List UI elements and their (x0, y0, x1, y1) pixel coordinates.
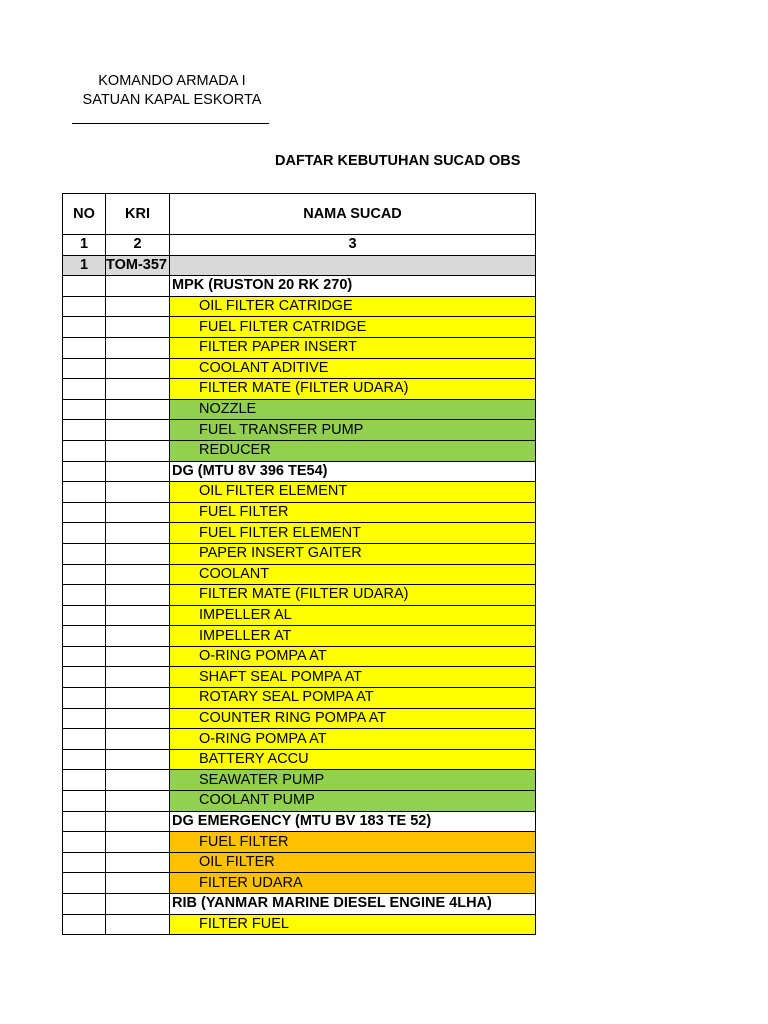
kri-cell (106, 646, 170, 667)
kri-cell (106, 523, 170, 544)
sucad-item-name: COOLANT (170, 564, 536, 585)
table-row (63, 523, 536, 544)
sucad-item-name: SEAWATER PUMP (170, 770, 536, 791)
column-number-3: 3 (170, 235, 536, 256)
sucad-item-name: COOLANT ADITIVE (170, 358, 536, 379)
column-number-1: 1 (63, 235, 106, 256)
kri-cell (106, 852, 170, 873)
table-row (63, 482, 536, 503)
column-header-kri: KRI (106, 194, 170, 235)
no-cell (63, 791, 106, 812)
no-cell (63, 564, 106, 585)
table-header-row (63, 194, 536, 235)
sucad-item-name: SHAFT SEAL POMPA AT (170, 667, 536, 688)
column-number-2: 2 (106, 235, 170, 256)
no-cell (63, 832, 106, 853)
table-row (63, 852, 536, 873)
sucad-item-name: ROTARY SEAL POMPA AT (170, 688, 536, 709)
kri-cell (106, 605, 170, 626)
no-cell (63, 667, 106, 688)
kri-cell (106, 688, 170, 709)
kri-cell (106, 811, 170, 832)
kri-group-row (63, 255, 536, 276)
no-cell (63, 852, 106, 873)
table-row (63, 626, 536, 647)
no-cell (63, 894, 106, 915)
sucad-item-name: FILTER FUEL (170, 914, 536, 935)
no-cell (63, 605, 106, 626)
kri-cell (106, 337, 170, 358)
sucad-item-name: OIL FILTER CATRIDGE (170, 296, 536, 317)
group-name-cell (170, 255, 536, 276)
kri-cell (106, 276, 170, 297)
sucad-item-name: COUNTER RING POMPA AT (170, 708, 536, 729)
table-row (63, 605, 536, 626)
sucad-item-name: REDUCER (170, 440, 536, 461)
kri-cell (106, 873, 170, 894)
table-row (63, 399, 536, 420)
table-row (63, 317, 536, 338)
no-cell (63, 399, 106, 420)
sucad-item-name: BATTERY ACCU (170, 749, 536, 770)
table-row (63, 358, 536, 379)
org-name-line1: KOMANDO ARMADA I (98, 73, 246, 89)
table-row (63, 688, 536, 709)
table-row (63, 708, 536, 729)
no-cell (63, 482, 106, 503)
section-title: MPK (RUSTON 20 RK 270) (170, 276, 536, 297)
no-cell (63, 379, 106, 400)
kri-cell (106, 461, 170, 482)
sucad-item-name: FILTER PAPER INSERT (170, 337, 536, 358)
sucad-item-name: O-RING POMPA AT (170, 646, 536, 667)
kri-cell (106, 708, 170, 729)
table-row (63, 832, 536, 853)
sucad-item-name: PAPER INSERT GAITER (170, 543, 536, 564)
no-cell (63, 585, 106, 606)
sucad-item-name: OIL FILTER ELEMENT (170, 482, 536, 503)
no-cell (63, 729, 106, 750)
table-row (63, 564, 536, 585)
table-row (63, 667, 536, 688)
kri-cell (106, 440, 170, 461)
table-row (63, 791, 536, 812)
sucad-table (62, 193, 536, 935)
kri-cell (106, 379, 170, 400)
kri-cell (106, 770, 170, 791)
no-cell (63, 626, 106, 647)
table-row (63, 585, 536, 606)
kri-cell (106, 749, 170, 770)
section-title: DG (MTU 8V 396 TE54) (170, 461, 536, 482)
table-row (63, 729, 536, 750)
no-cell (63, 440, 106, 461)
sucad-item-name: IMPELLER AT (170, 626, 536, 647)
organization-header (72, 72, 272, 110)
sucad-item-name: FUEL FILTER (170, 832, 536, 853)
sucad-item-name: FUEL FILTER CATRIDGE (170, 317, 536, 338)
table-row (63, 873, 536, 894)
no-cell (63, 358, 106, 379)
kri-cell (106, 502, 170, 523)
section-row (63, 894, 536, 915)
kri-cell (106, 729, 170, 750)
kri-cell (106, 791, 170, 812)
no-cell (63, 420, 106, 441)
no-cell (63, 276, 106, 297)
table-row (63, 420, 536, 441)
kri-cell (106, 399, 170, 420)
table-row (63, 379, 536, 400)
no-cell (63, 461, 106, 482)
kri-cell (106, 358, 170, 379)
no-cell (63, 708, 106, 729)
sucad-item-name: FUEL FILTER (170, 502, 536, 523)
group-kri: TOM-357 (106, 255, 170, 276)
table-row (63, 440, 536, 461)
table-row (63, 646, 536, 667)
table-row (63, 337, 536, 358)
section-row (63, 276, 536, 297)
sucad-item-name: FILTER MATE (FILTER UDARA) (170, 379, 536, 400)
kri-cell (106, 914, 170, 935)
table-row (63, 914, 536, 935)
no-cell (63, 914, 106, 935)
column-header-no: NO (63, 194, 106, 235)
no-cell (63, 770, 106, 791)
no-cell (63, 811, 106, 832)
table-row (63, 502, 536, 523)
kri-cell (106, 626, 170, 647)
column-number-row (63, 235, 536, 256)
no-cell (63, 296, 106, 317)
kri-cell (106, 543, 170, 564)
kri-cell (106, 585, 170, 606)
kri-cell (106, 420, 170, 441)
no-cell (63, 317, 106, 338)
no-cell (63, 749, 106, 770)
kri-cell (106, 667, 170, 688)
sucad-item-name: IMPELLER AL (170, 605, 536, 626)
sucad-item-name: COOLANT PUMP (170, 791, 536, 812)
no-cell (63, 873, 106, 894)
sucad-item-name: NOZZLE (170, 399, 536, 420)
sucad-item-name: OIL FILTER (170, 852, 536, 873)
section-row (63, 461, 536, 482)
no-cell (63, 646, 106, 667)
sucad-item-name: O-RING POMPA AT (170, 729, 536, 750)
sucad-item-name: FILTER UDARA (170, 873, 536, 894)
no-cell (63, 337, 106, 358)
section-title: RIB (YANMAR MARINE DIESEL ENGINE 4LHA) (170, 894, 536, 915)
document-title: DAFTAR KEBUTUHAN SUCAD OBS (275, 153, 521, 169)
section-row (63, 811, 536, 832)
no-cell (63, 543, 106, 564)
no-cell (63, 502, 106, 523)
kri-cell (106, 296, 170, 317)
table-row (63, 296, 536, 317)
kri-cell (106, 564, 170, 585)
table-row (63, 770, 536, 791)
table-row (63, 543, 536, 564)
group-no: 1 (63, 255, 106, 276)
org-name-line2: SATUAN KAPAL ESKORTA (82, 92, 262, 108)
section-title: DG EMERGENCY (MTU BV 183 TE 52) (170, 811, 536, 832)
kri-cell (106, 482, 170, 503)
no-cell (63, 688, 106, 709)
kri-cell (106, 894, 170, 915)
kri-cell (106, 832, 170, 853)
table-row (63, 749, 536, 770)
sucad-item-name: FUEL FILTER ELEMENT (170, 523, 536, 544)
column-header-nama-sucad: NAMA SUCAD (170, 194, 536, 235)
kri-cell (106, 317, 170, 338)
org-underline-divider (72, 123, 269, 124)
no-cell (63, 523, 106, 544)
sucad-item-name: FUEL TRANSFER PUMP (170, 420, 536, 441)
sucad-item-name: FILTER MATE (FILTER UDARA) (170, 585, 536, 606)
